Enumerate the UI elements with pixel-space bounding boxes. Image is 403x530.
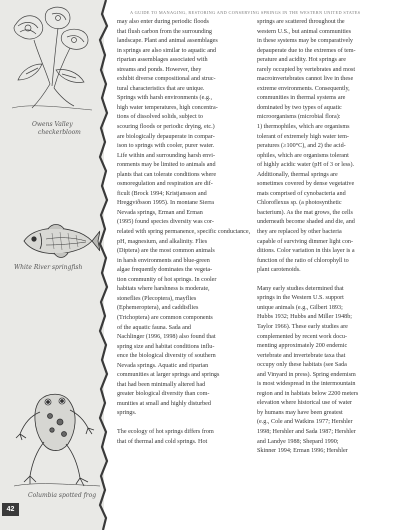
checkerbloom-illustration: [4, 4, 100, 122]
text-line: perature and acidity. Hot springs are: [257, 57, 346, 64]
text-line: is most widespread in the intermountain: [257, 381, 356, 388]
text-line: ronments may be limited to animals and: [117, 162, 216, 169]
text-line: function of the ratio of chlorophyll to: [257, 257, 349, 264]
text-line: streams and ponds. However, they: [117, 66, 202, 73]
text-line: Hubbs 1932; Hubbs and Miller 1948b;: [257, 314, 353, 321]
text-line: stoneflies (Plecoptera), mayflies: [117, 295, 197, 302]
text-line: (Trichoptera) are common components: [117, 314, 213, 321]
spotted-frog-illustration: [14, 390, 100, 488]
text-line: that had been minimally altered had: [117, 381, 206, 388]
text-line: depauperate due to the extremes of tem-: [257, 47, 356, 54]
text-line: The ecology of hot springs differs from: [117, 428, 214, 435]
text-line: spring size and habitat conditions influ-: [117, 343, 215, 350]
text-line: plant carotenoids.: [257, 267, 301, 274]
text-line: macroinvertebrates cannot live in these: [257, 76, 354, 83]
caption-line: White River springfish: [14, 264, 83, 271]
text-line: 1998; Hershler and Sada 1987; Hershler: [257, 428, 356, 435]
text-line: underneath become shaded and die, and: [257, 219, 355, 226]
text-line: peratures (≥100°C), and 2) the acid-: [257, 143, 346, 150]
text-line: ditions. Color variation in this layer is a: [257, 248, 355, 255]
text-line: and Landye 1988; Shepard 1990;: [257, 438, 339, 445]
text-line: that flush carbon from the surrounding: [117, 28, 212, 35]
text-line: Taylor 1966). These early studies are: [257, 323, 348, 330]
text-line: (1995) found species diversity was cor-: [117, 219, 214, 226]
text-line: related with spring permanence, specific conductance,: [117, 229, 251, 236]
text-line: high water temperatures, high concentra-: [117, 104, 218, 111]
text-line: Nachlinger (1996, 1998) also found that: [117, 334, 216, 341]
text-line: landscape. Plant and animal assemblages: [117, 38, 218, 45]
text-line: of highly acidic water (pH of 3 or less).: [257, 162, 355, 169]
text-line: tolerant of extremely high water tem-: [257, 133, 349, 140]
text-line: western U.S., but animal communities: [257, 28, 351, 35]
checkerbloom-caption: [32, 121, 102, 137]
text-line: in springs are also similar to aquatic and: [117, 47, 217, 54]
text-line: region and in habitats below 2200 meters: [257, 390, 359, 397]
text-line: menting approximately 200 endemic: [257, 343, 348, 350]
text-line: capable of surviving dimmer light con-: [257, 238, 354, 245]
text-line: vertebrate and invertebrate taxa that: [257, 352, 346, 359]
text-line: springs.: [117, 410, 137, 417]
text-line: munities at small and highly disturbed: [117, 400, 211, 407]
text-line: springs are scattered throughout the: [257, 19, 345, 25]
caption-line: Columbia spotted frog: [28, 492, 97, 499]
text-line: Skinner 1994; Erman 1996; Hershler: [257, 448, 348, 455]
paragraph: [117, 428, 257, 447]
text-line: (Ephemeroptera), and caddisflies: [117, 305, 199, 312]
text-line: communities in thermal systems are: [257, 95, 346, 102]
text-line: they are replaced by other bacteria: [257, 229, 342, 236]
text-line: microorganisms (microbial flora):: [257, 114, 341, 121]
text-line: occupy only these habitats (see Sada: [257, 362, 347, 369]
spotted-frog-caption: [28, 492, 102, 500]
text-line: in harsh environments and blue-green: [117, 257, 210, 264]
text-line: complemented by recent work docu-: [257, 333, 348, 340]
text-line: (e.g., Cole and Watkins 1977; Hershler: [257, 419, 353, 426]
text-line: habitats where harshness is moderate,: [117, 286, 210, 293]
text-line: communities at larger springs and springs: [117, 372, 220, 379]
text-line: 1) thermophiles, which are organisms: [257, 124, 350, 131]
text-line: exhibit diverse compositional and struc-: [117, 76, 216, 83]
text-line: pH, magnesium, and alkalinity. Flies: [117, 238, 208, 245]
text-line: Life within and surrounding harsh envi-: [117, 152, 216, 159]
text-line: extreme environments. Consequently,: [257, 85, 350, 92]
springfish-illustration: [18, 219, 100, 261]
text-line: in these systems may be comparatively: [257, 38, 354, 45]
page-number: 42: [2, 503, 19, 516]
text-line: Nevada springs, Erman and Erman: [117, 209, 203, 216]
text-line: mats comprised of cynobacteria and: [257, 190, 346, 197]
caption-line: Owens Valley: [32, 121, 73, 128]
text-line: tural characteristics that are unique.: [117, 85, 205, 92]
text-line: Springs with harsh environments (e.g.,: [117, 95, 212, 102]
text-line: by humans may have been greatest: [257, 409, 343, 416]
text-line: ence the biological diversity of southern: [117, 353, 216, 360]
text-line: ophiles, which are organisms tolerant: [257, 152, 349, 159]
text-line: of the aquatic fauna. Sada and: [117, 324, 191, 331]
text-line: Many early studies determined that: [257, 285, 344, 292]
text-line: bacterium). As the mat grows, the cells: [257, 209, 353, 216]
text-line: elevation where historical use of water: [257, 400, 352, 407]
paragraph: [117, 18, 257, 419]
text-line: that of thermal and cold springs. Hot: [117, 438, 208, 445]
text-line: plants that can tolerate conditions where: [117, 171, 217, 178]
text-line: (Diptera) are the most common animals: [117, 248, 215, 255]
text-line: Additionally, thermal springs are: [257, 171, 338, 178]
text-line: rarely occupied by vertebrates and most: [257, 66, 356, 73]
text-line: scouring floods or periodic drying, etc.): [117, 124, 215, 131]
caption-line: checkerbloom: [38, 129, 81, 136]
paragraph: [257, 18, 397, 276]
text-line: algae frequently dominates the vegeta-: [117, 267, 213, 274]
text-column-right: [257, 18, 397, 457]
text-line: sometimes covered by dense vegetative: [257, 181, 355, 188]
text-line: osmoregulation and respiration are dif-: [117, 181, 213, 188]
text-line: tions of dissolved solids, subject to: [117, 114, 203, 121]
text-line: Chloroflexus sp. (a photosynthetic: [257, 200, 342, 207]
text-line: may also enter during periodic floods: [117, 19, 209, 25]
text-line: tion community of hot springs. In cooler: [117, 276, 217, 283]
text-line: and Vinyard in press). Spring endemism: [257, 371, 356, 378]
text-line: ficult (Brock 1994; Kristjansson and: [117, 190, 207, 197]
text-line: dominated by two types of aquatic: [257, 104, 342, 111]
springfish-caption: [14, 264, 102, 272]
text-line: unique animals (e.g., Gilbert 1893;: [257, 304, 343, 311]
text-line: are biologically depauperate in compar-: [117, 133, 215, 140]
text-line: riparian assemblages associated with: [117, 57, 208, 64]
text-line: Nevada springs. Aquatic and riparian: [117, 362, 209, 369]
text-line: ison to springs with cooler, purer water.: [117, 143, 215, 150]
running-head: A GUIDE TO MANAGING, RESTORING AND CONSERVING SPRINGS IN THE WESTERN UNITED STATES: [130, 10, 361, 15]
text-line: springs in the Western U.S. support: [257, 295, 344, 302]
text-line: greater biological diversity than com-: [117, 391, 210, 398]
text-column-left: [117, 18, 257, 447]
paragraph: [257, 285, 397, 457]
text-line: Hreggviðsson 1995). In montane Sierra: [117, 200, 215, 207]
